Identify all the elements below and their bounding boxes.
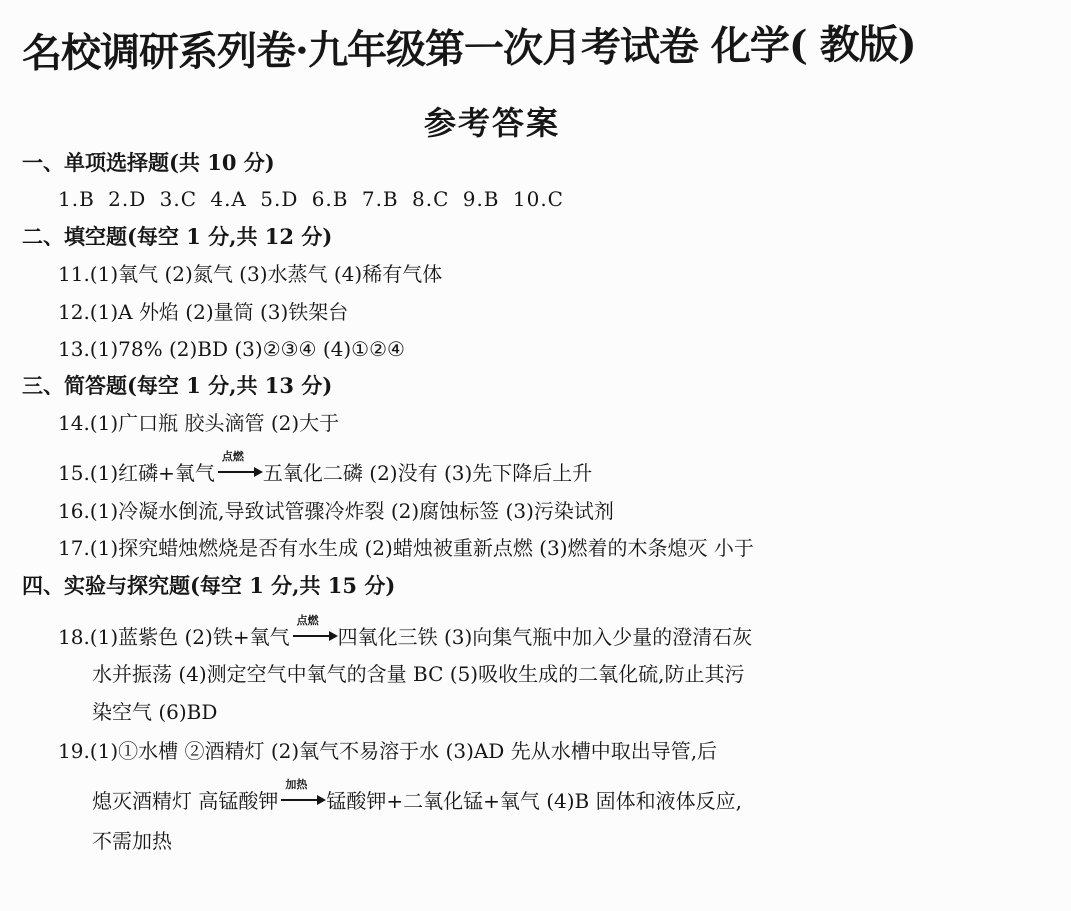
reaction-arrow-icon — [291, 614, 337, 646]
section-heading-experiment: 四、实验与探究题(每空 1 分,共 15 分) — [22, 573, 396, 598]
answer-q14: 14.(1)广口瓶 胶头滴管 (2)大于 — [58, 411, 340, 435]
answer-q18-line1 — [58, 614, 753, 650]
answer-q15 — [58, 450, 593, 486]
answer-q19-line1: 19.(1)①水槽 ②酒精灯 (2)氧气不易溶于水 (3)AD 先从水槽中取出导管,后 — [58, 739, 718, 763]
answer-q12: 12.(1)A 外焰 (2)量筒 (3)铁架台 — [58, 300, 349, 324]
answer-q13: 13.(1)78% (2)BD (3)②③④ (4)①②④ — [58, 337, 405, 361]
answer-q18-line3: 染空气 (6)BD — [92, 700, 218, 724]
reaction-condition-label: 点燃 — [221, 450, 244, 463]
section-heading-short-answer: 三、简答题(每空 1 分,共 13 分) — [22, 373, 333, 398]
answer-q16: 16.(1)冷凝水倒流,导致试管骤冷炸裂 (2)腐蚀标签 (3)污染试剂 — [58, 499, 614, 523]
q19-products: 锰酸钾+二氧化锰+氧气 (4)B 固体和液体反应, — [326, 789, 742, 813]
q18-reactants: 18.(1)蓝紫色 (2)铁+氧气 — [58, 625, 290, 649]
answer-q17: 17.(1)探究蜡烛燃烧是否有水生成 (2)蜡烛被重新点燃 (3)燃着的木条熄灭 小于 — [58, 536, 754, 560]
answer-q19-line2 — [92, 778, 742, 814]
section-heading-fill-in: 二、填空题(每空 1 分,共 12 分) — [22, 224, 333, 249]
document-subtitle: 参考答案 — [423, 104, 560, 142]
answer-q18-line2: 水并振荡 (4)测定空气中氧气的含量 BC (5)吸收生成的二氧化硫,防止其污 — [92, 662, 745, 686]
reaction-condition-label: 点燃 — [296, 614, 319, 627]
q15-products: 五氧化二磷 (2)没有 (3)先下降后上升 — [262, 461, 593, 485]
reaction-arrow-icon — [216, 450, 262, 482]
reaction-arrow-icon — [279, 778, 325, 810]
document-title: 名校调研系列卷·九年级第一次月考试卷 化学( 教版) — [21, 20, 916, 77]
answer-q11: 11.(1)氧气 (2)氮气 (3)水蒸气 (4)稀有气体 — [58, 262, 443, 286]
answers-multiple-choice: 1.B 2.D 3.C 4.A 5.D 6.B 7.B 8.C 9.B 10.C — [58, 187, 564, 211]
answer-q19-line3: 不需加热 — [92, 829, 172, 853]
q19-reactant: 熄灭酒精灯 高锰酸钾 — [92, 789, 279, 813]
section-heading-multiple-choice: 一、单项选择题(共 10 分) — [22, 150, 275, 175]
q15-reactants: 15.(1)红磷+氧气 — [58, 461, 215, 485]
reaction-condition-label: 加热 — [285, 778, 308, 791]
q18-products: 四氧化三铁 (3)向集气瓶中加入少量的澄清石灰 — [337, 625, 753, 649]
